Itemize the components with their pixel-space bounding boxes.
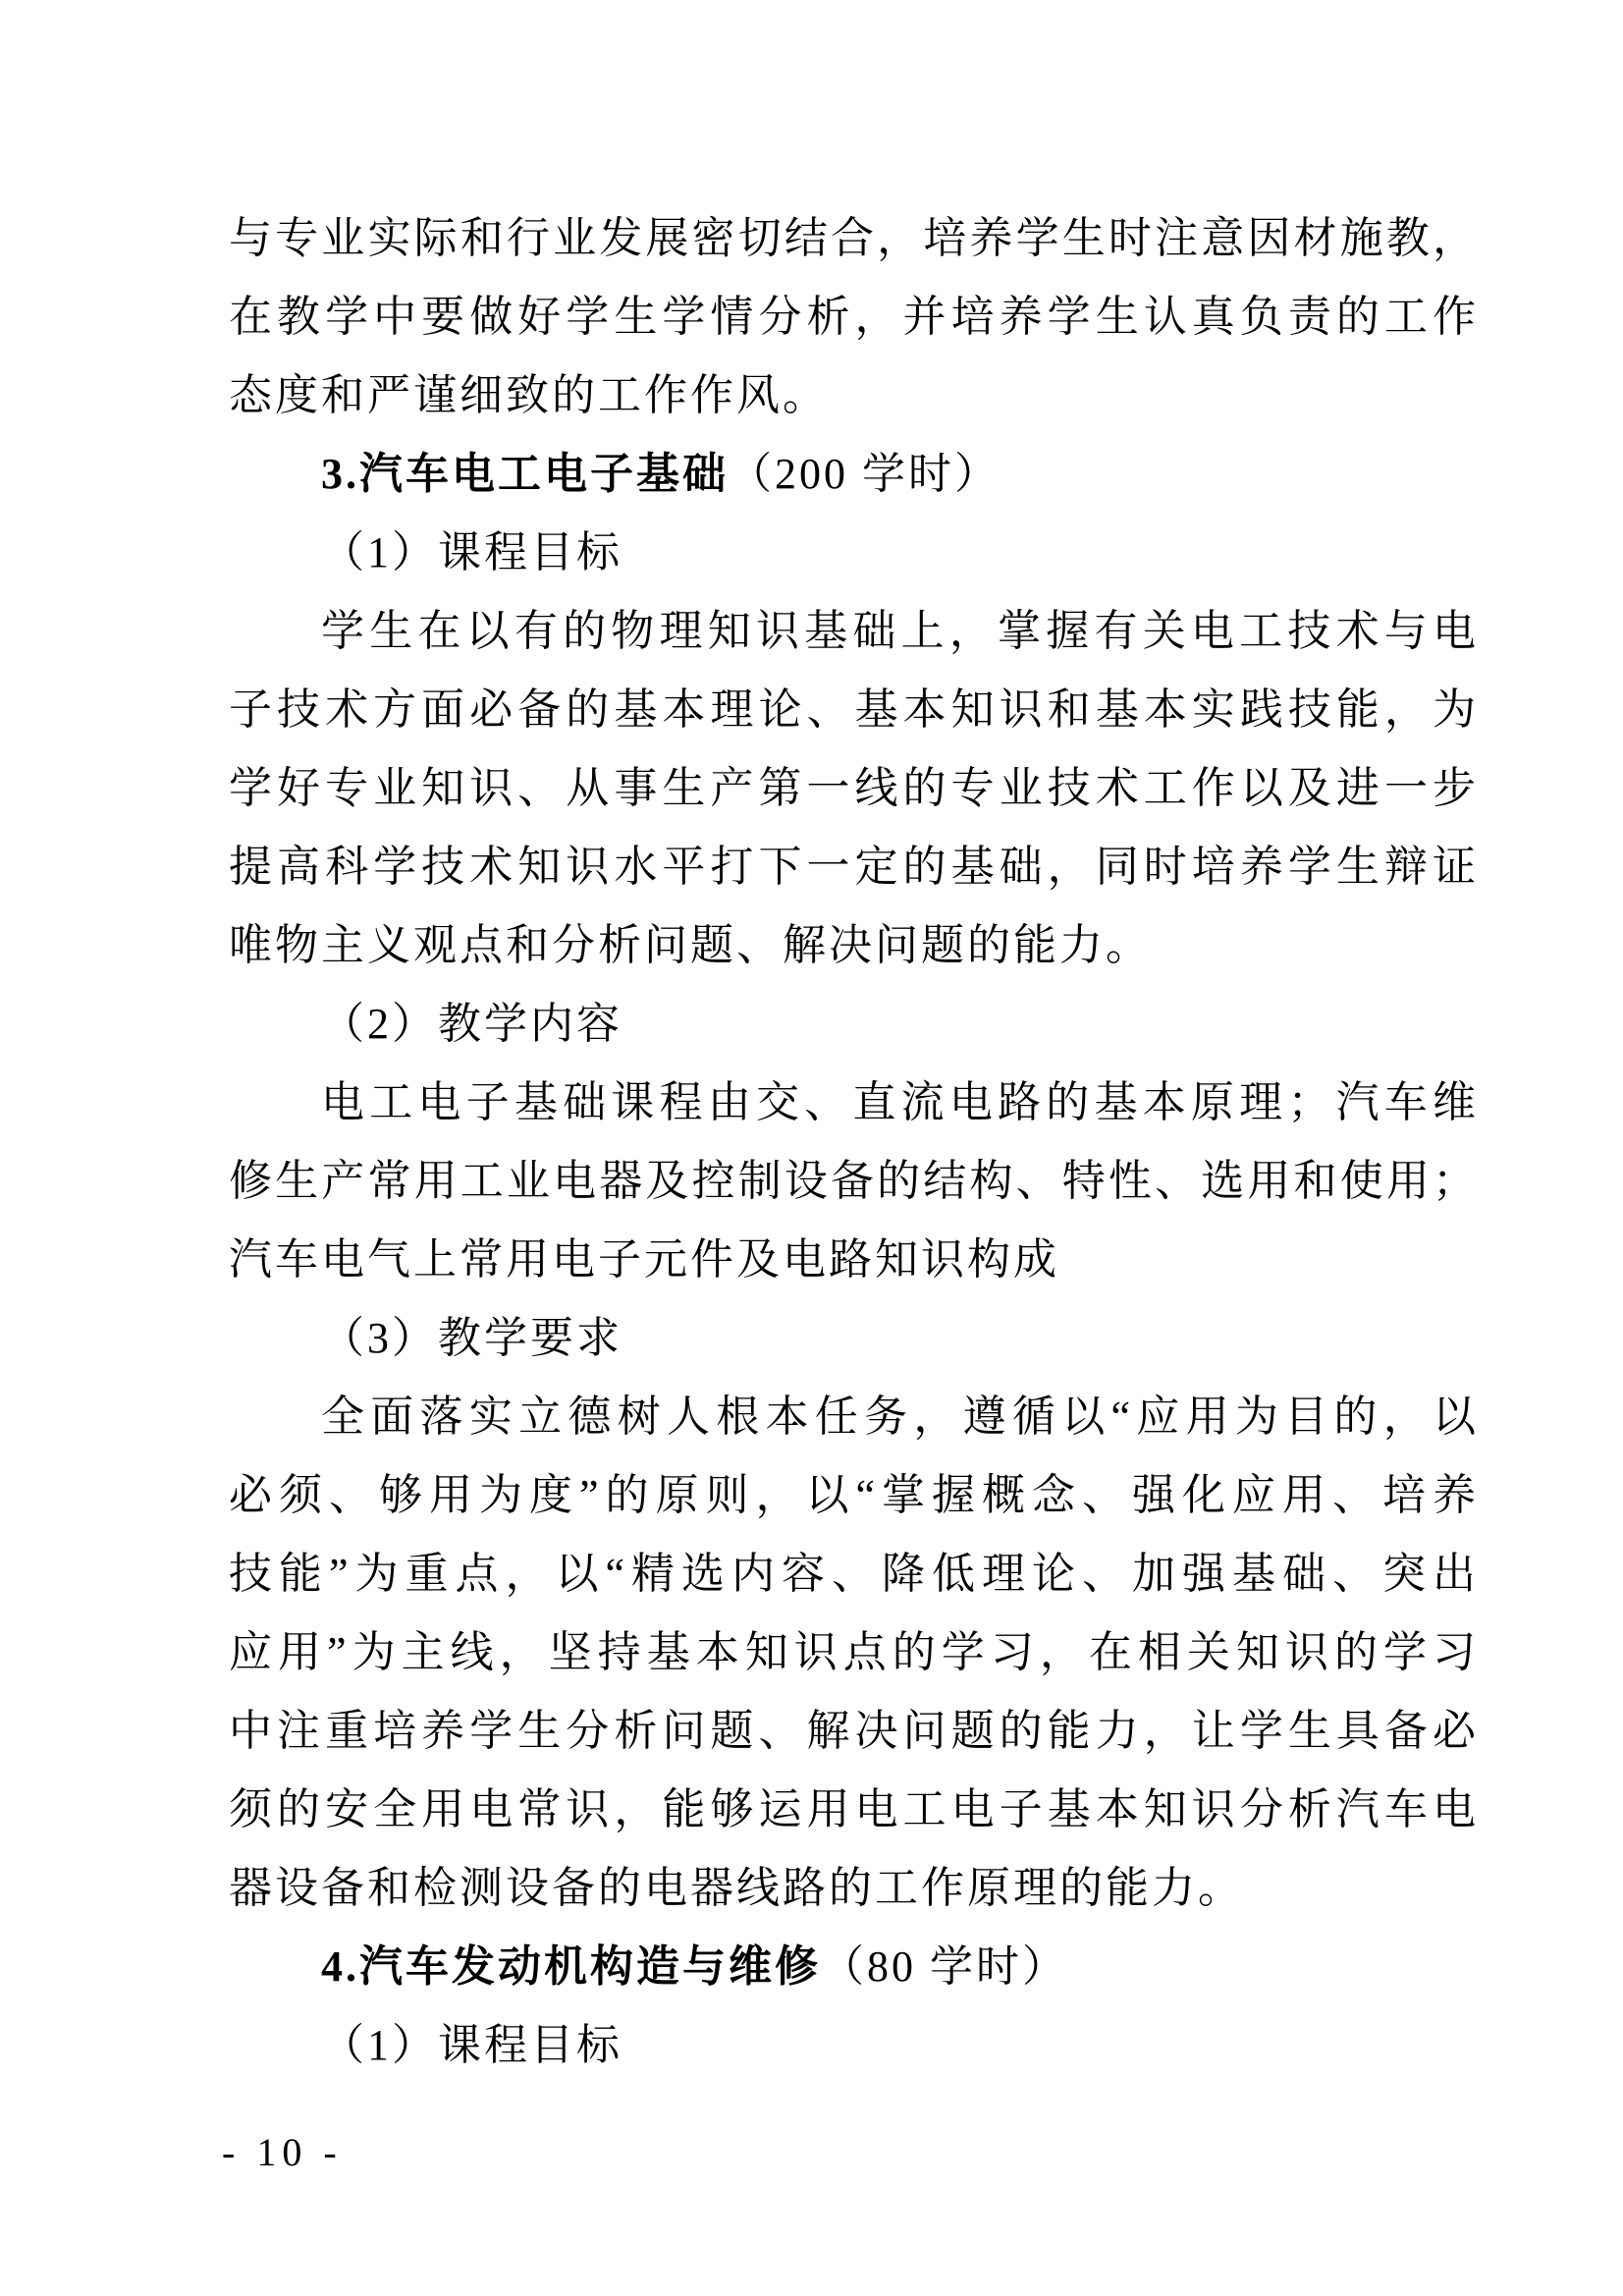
document-line: 唯物主义观点和分析问题、解决问题的能力。 (229, 921, 1152, 969)
document-line: 应用”为主线，坚持基本知识点的学习，在相关知识的学习 (229, 1628, 1476, 1676)
page-number: - 10 - (222, 2130, 343, 2174)
document-line: 态度和严谨细致的工作作风。 (229, 371, 829, 419)
document-line: 子技术方面必备的基本理论、基本知识和基本实践技能，为 (229, 685, 1476, 734)
heading-title-text: 3.汽车电工电子基础 (321, 450, 729, 498)
document-line: 电工电子基础课程由交、直流电路的基本原理；汽车维 (321, 1078, 1476, 1126)
document-line: 技能”为重点，以“精选内容、降低理论、加强基础、突出 (229, 1550, 1476, 1598)
document-line: （3）教学要求 (321, 1314, 622, 1362)
document-line: 中注重培养学生分析问题、解决问题的能力，让学生具备必 (229, 1707, 1476, 1755)
document-line: 全面落实立德树人根本任务，遵循以“应用为目的，以 (321, 1393, 1476, 1441)
document-line: 在教学中要做好学生学情分析，并培养学生认真负责的工作 (229, 293, 1476, 341)
document-line: 与专业实际和行业发展密切结合，培养学生时注意因材施教， (229, 214, 1476, 262)
document-line: 须的安全用电常识，能够运用电工电子基本知识分析汽车电 (229, 1785, 1476, 1833)
heading-hours-text: （80 学时） (821, 1942, 1068, 1991)
heading-hours-text: （200 学时） (729, 450, 1001, 498)
document-line: 汽车电气上常用电子元件及电路知识构成 (229, 1235, 1059, 1284)
section-heading (229, 1928, 1476, 2006)
document-line: 学生在以有的物理知识基础上，掌握有关电工技术与电 (321, 607, 1476, 655)
document-line: 必须、够用为度”的原则，以“掌握概念、强化应用、培养 (229, 1471, 1476, 1519)
document-line: 提高科学技术知识水平打下一定的基础，同时培养学生辩证 (229, 843, 1476, 891)
document-line: （2）教学内容 (321, 1000, 622, 1048)
section-heading (229, 435, 1476, 514)
document-line: 学好专业知识、从事生产第一线的专业技术工作以及进一步 (229, 764, 1476, 812)
document-line: 修生产常用工业电器及控制设备的结构、特性、选用和使用； (229, 1157, 1476, 1205)
document-line: （1）课程目标 (321, 2021, 622, 2069)
heading-title-text: 4.汽车发动机构造与维修 (321, 1942, 821, 1991)
document-line: 器设备和检测设备的电器线路的工作原理的能力。 (229, 1864, 1244, 1912)
document-content (229, 199, 1476, 2085)
document-line: （1）课程目标 (321, 528, 622, 576)
